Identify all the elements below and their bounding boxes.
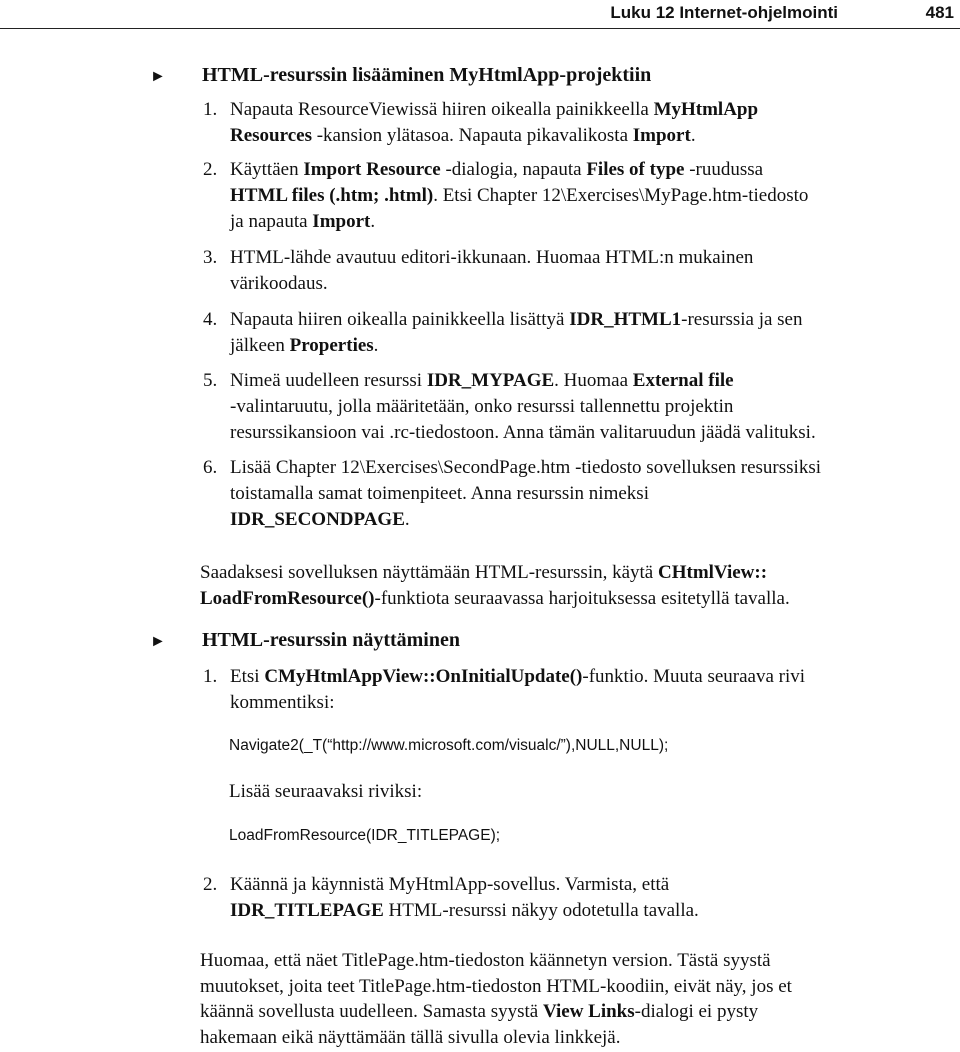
paragraph-line: hakemaan eikä näyttämään tällä sivulla olevia linkkejä. bbox=[200, 1026, 621, 1048]
step-number: 4. bbox=[203, 309, 218, 330]
step-number: 2. bbox=[203, 874, 218, 895]
step-number: 6. bbox=[203, 457, 218, 478]
step-line: toistamalla samat toimenpiteet. Anna resurssin nimeksi bbox=[230, 483, 649, 504]
page-number: 481 bbox=[925, 3, 954, 22]
arrow-icon: ► bbox=[150, 68, 166, 85]
step-1 bbox=[203, 97, 943, 149]
step-2 bbox=[203, 157, 943, 235]
paragraph-line: Saadaksesi sovelluksen näyttämään HTML-resurssin, käytä CHtmlView:: bbox=[200, 562, 768, 583]
step-line: värikoodaus. bbox=[230, 273, 328, 294]
step-line: -valintaruutu, jolla määritetään, onko resurssi tallennettu projektin bbox=[230, 396, 734, 417]
code-load-resource: LoadFromResource(IDR_TITLEPAGE); bbox=[229, 827, 501, 844]
add-line-text: Lisää seuraavaksi riviksi: bbox=[229, 781, 423, 802]
section-title: HTML-resurssin näyttäminen bbox=[202, 629, 460, 651]
step-line: Käyttäen Import Resource -dialogia, napauta Files of type -ruudussa bbox=[230, 159, 764, 180]
step-line: resurssikansioon vai .rc-tiedostoon. Anna tämän valitaruudun jäädä valituksi. bbox=[230, 422, 816, 443]
step-1-display bbox=[203, 664, 943, 716]
step-line: IDR_SECONDPAGE. bbox=[230, 509, 410, 530]
step-line: Napauta hiiren oikealla painikkeella lisättyä IDR_HTML1-resurssia ja sen bbox=[230, 309, 803, 330]
step-2-display bbox=[203, 872, 943, 924]
paragraph-line: käännä sovellusta uudelleen. Samasta syystä View Links-dialogi ei pysty bbox=[200, 1001, 759, 1022]
step-number: 1. bbox=[203, 666, 218, 687]
step-line: HTML files (.htm; .html). Etsi Chapter 12\Exercises\MyPage.htm-tiedosto bbox=[230, 185, 809, 206]
step-line: HTML-lähde avautuu editori-ikkunaan. Huomaa HTML:n mukainen bbox=[230, 247, 754, 268]
paragraph-line: LoadFromResource()-funktiota seuraavassa harjoituksessa esitetyllä tavalla. bbox=[200, 587, 790, 609]
chapter-title: Luku 12 Internet-ohjelmointi bbox=[610, 3, 838, 22]
step-line: Napauta ResourceViewissä hiiren oikealla painikkeella MyHtmlApp bbox=[230, 99, 759, 120]
paragraph-line: muutokset, joita teet TitlePage.htm-tiedoston HTML-koodiin, eivät näy, jos et bbox=[200, 975, 792, 997]
arrow-icon: ► bbox=[150, 633, 166, 650]
step-line: Resources -kansion ylätasoa. Napauta pikavalikosta Import. bbox=[230, 125, 696, 146]
step-number: 2. bbox=[203, 159, 218, 180]
step-line: Käännä ja käynnistä MyHtmlApp-sovellus. Varmista, että bbox=[230, 874, 670, 895]
step-line: ja napauta Import. bbox=[230, 211, 376, 232]
step-line: IDR_TITLEPAGE HTML-resurssi näkyy odotetulla tavalla. bbox=[230, 900, 699, 921]
step-6 bbox=[203, 455, 943, 533]
step-3 bbox=[203, 245, 943, 297]
step-line: Etsi CMyHtmlAppView::OnInitialUpdate()-funktio. Muuta seuraava rivi bbox=[230, 666, 806, 687]
section-heading-add-resource bbox=[150, 62, 651, 90]
intro-paragraph bbox=[200, 560, 940, 611]
page-header bbox=[0, 0, 960, 29]
section-heading-show-resource bbox=[150, 627, 460, 655]
step-number: 1. bbox=[203, 99, 218, 120]
step-5 bbox=[203, 368, 943, 446]
step-line: jälkeen Properties. bbox=[230, 335, 379, 356]
step-line: Nimeä uudelleen resurssi IDR_MYPAGE. Huomaa External file bbox=[230, 370, 734, 391]
step-line: Lisää Chapter 12\Exercises\SecondPage.htm -tiedosto sovelluksen resurssiksi bbox=[230, 457, 821, 478]
section-title: HTML-resurssin lisääminen MyHtmlApp-projektiin bbox=[202, 64, 652, 86]
step-4 bbox=[203, 307, 943, 359]
closing-paragraph bbox=[200, 948, 940, 1050]
step-line: kommentiksi: bbox=[230, 692, 335, 713]
code-navigate: Navigate2(_T(“http://www.microsoft.com/visualc/”),NULL,NULL); bbox=[229, 737, 669, 754]
step-number: 3. bbox=[203, 247, 218, 268]
paragraph-line: Huomaa, että näet TitlePage.htm-tiedoston käännetyn version. Tästä syystä bbox=[200, 950, 771, 971]
step-number: 5. bbox=[203, 370, 218, 391]
